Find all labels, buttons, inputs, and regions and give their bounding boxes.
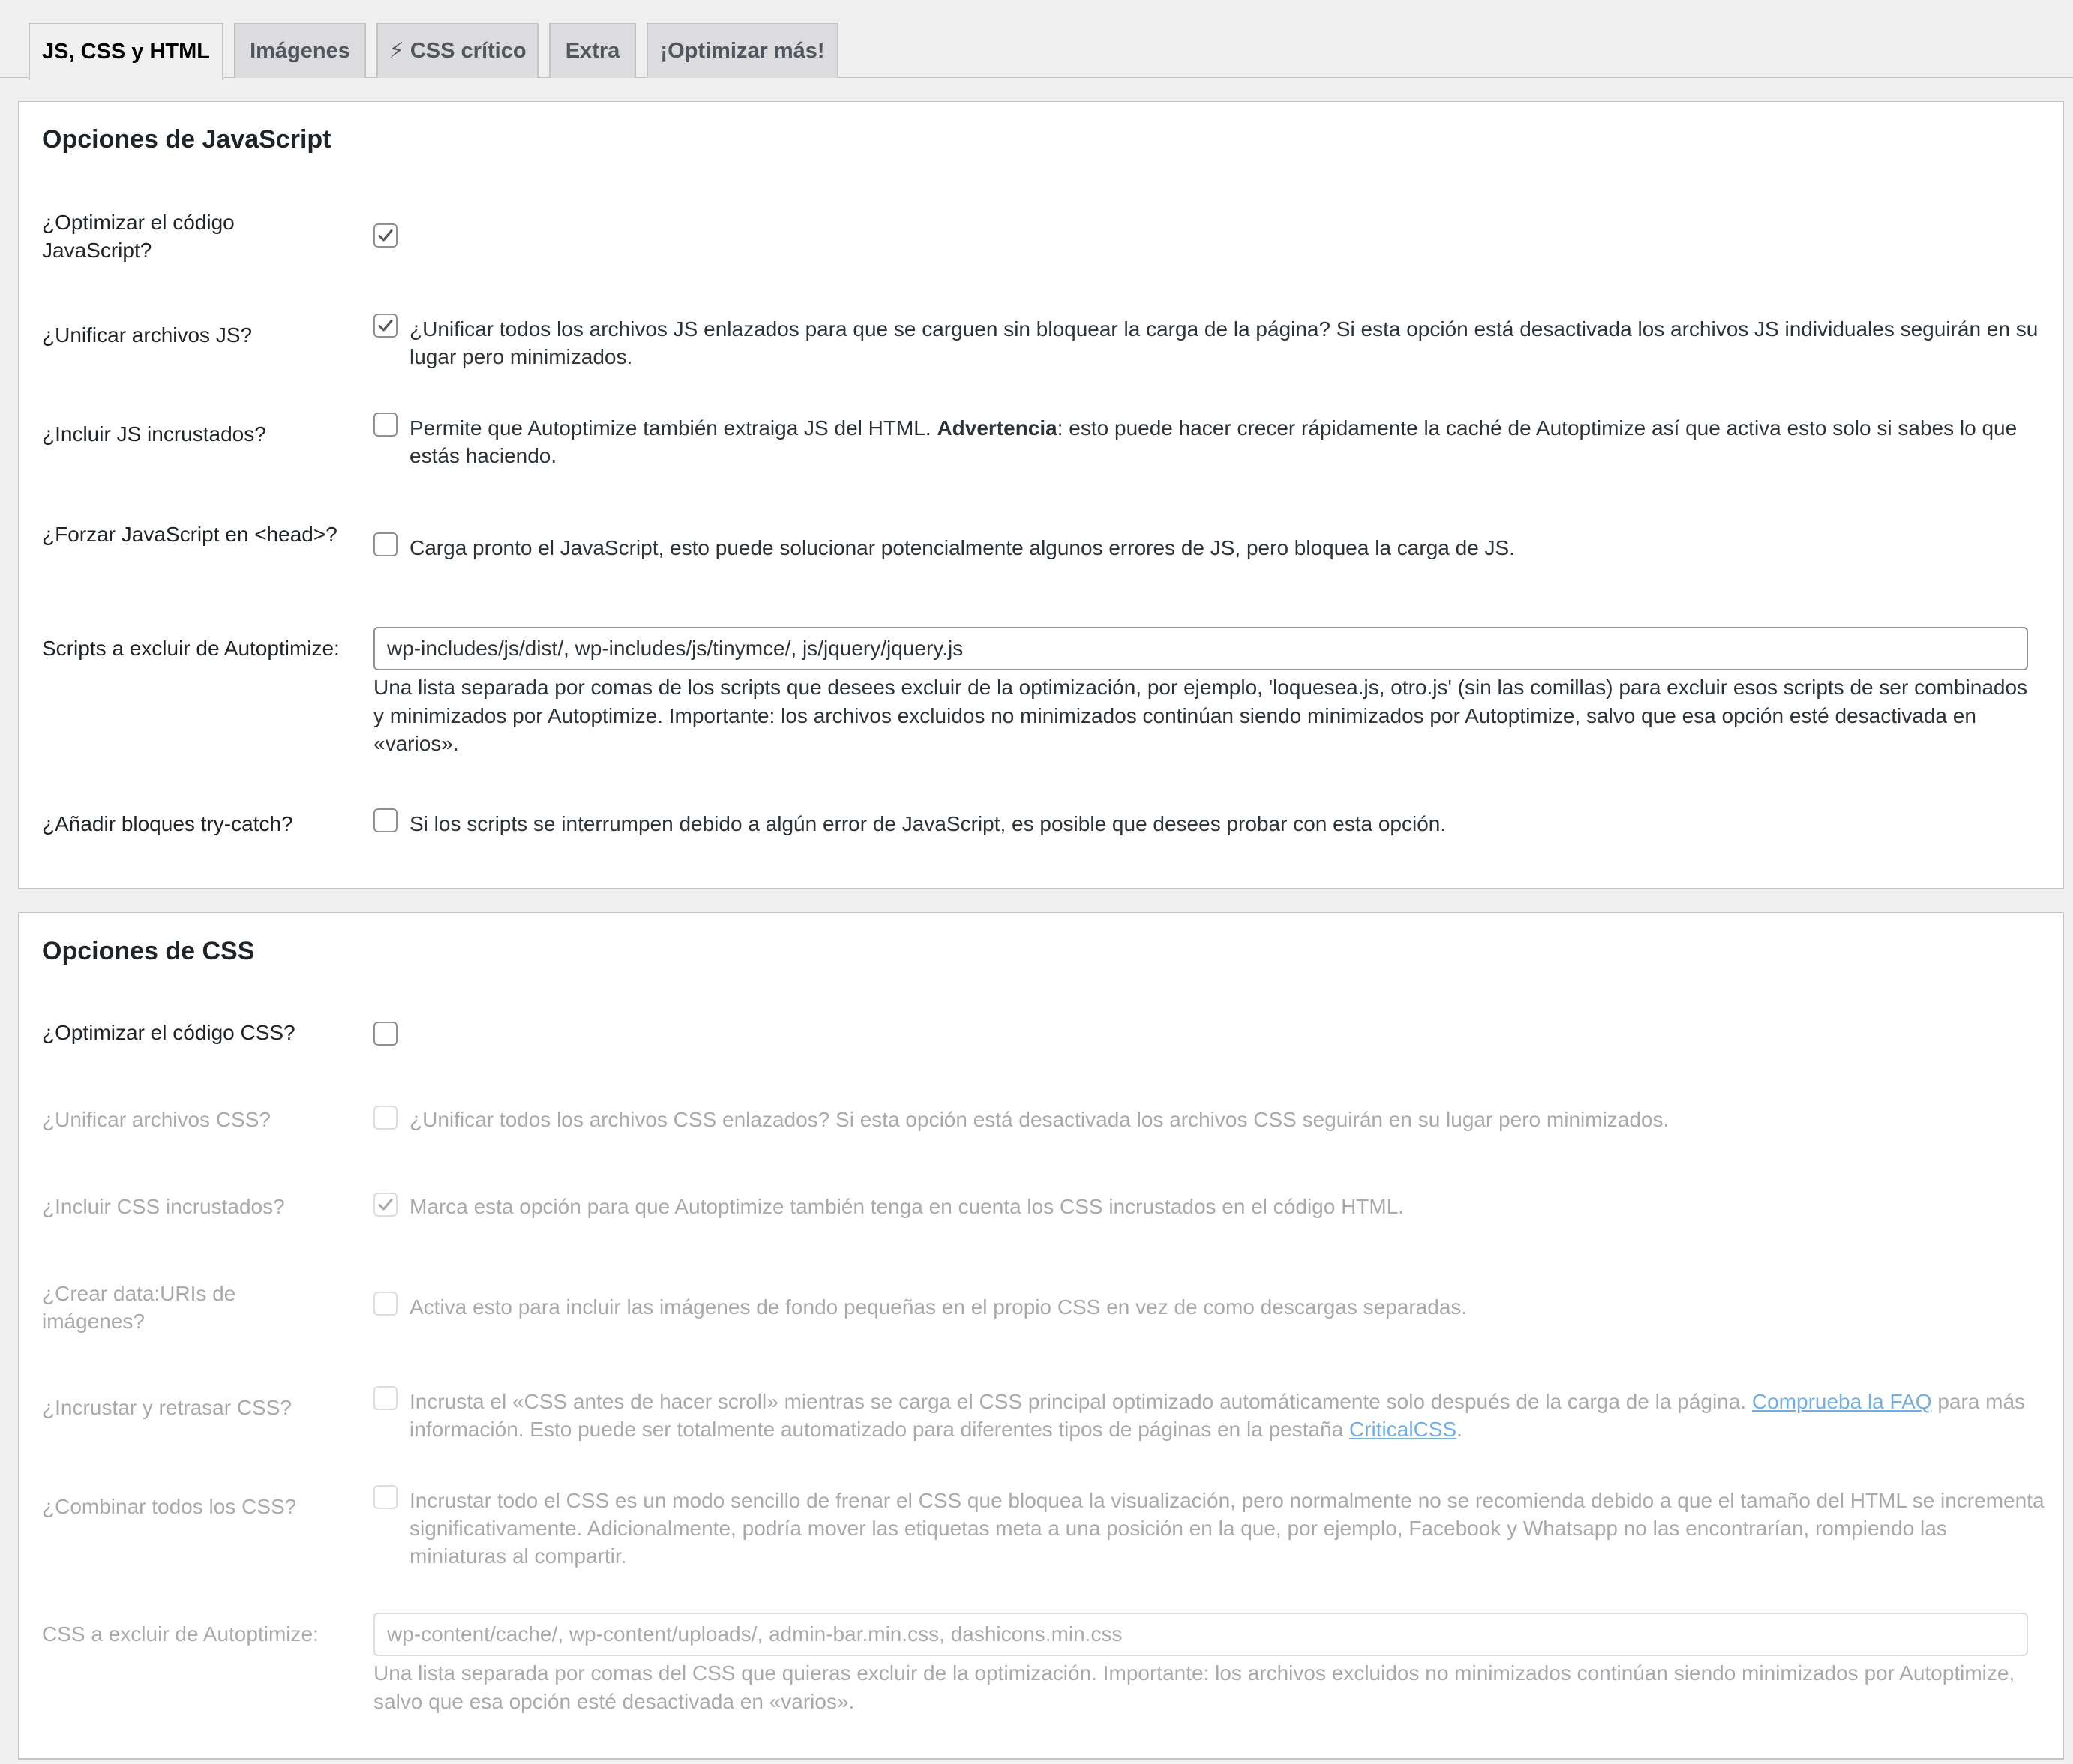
inline-js-desc-text-2: : esto puede hacer crecer rápidamente la caché de Autoptimize así que activa esto solo si sabes lo que estás haciendo. (410, 416, 2018, 468)
force-head-description: Carga pronto el JavaScript, esto puede solucionar potencialmente algunos errores de JS, pero bloquea la carga de JS. (410, 536, 1516, 560)
inline-css-checkbox[interactable] (374, 1192, 398, 1216)
tab-bar (0, 22, 2073, 78)
tab-js-css-html[interactable]: JS, CSS y HTML (28, 22, 224, 80)
aggregate-css-description: ¿Unificar todos los archivos CSS enlazados? Si esta opción está desactivada los archivos CSS seguirán en su lugar pero minimizados. (410, 1108, 1670, 1131)
tab-critical-css[interactable]: ⚡ CSS crítico (376, 22, 538, 78)
aggregate-js-label: ¿Unificar archivos JS? (42, 323, 253, 346)
datauris-label: ¿Crear data:URIs de imágenes? (42, 1282, 236, 1334)
optimize-css-label: ¿Optimizar el código CSS? (42, 1021, 296, 1044)
try-catch-description: Si los scripts se interrumpen debido a algún error de JavaScript, es posible que desees probar con esta opción. (410, 812, 1447, 836)
tab-images[interactable]: Imágenes (234, 22, 366, 78)
exclude-js-help: Una lista separada por comas de los scripts que desees excluir de la optimización, por ejemplo, 'loquesea.js, otro.js' (sin las comillas) para excluir esos scripts de ser combinados y minimizados por Autoptimize. Importante: los archivos excluidos no minimizados continúan siendo minimizados por Autoptimize, salvo que esa opción esté desactivada en «varios». (374, 676, 2028, 756)
inline-js-desc-text: Permite que Autoptimize también extraiga JS del HTML. (410, 416, 938, 440)
force-head-label: ¿Forzar JavaScript en <head>? (42, 523, 338, 546)
faq-link[interactable]: Comprueba la FAQ (1751, 1390, 1932, 1413)
css-options-title: Opciones de CSS (42, 937, 255, 965)
datauris-checkbox[interactable] (374, 1292, 398, 1316)
defer-css-desc-text-3: . (1456, 1418, 1462, 1442)
exclude-js-input[interactable] (374, 627, 2028, 670)
inline-js-label: ¿Incluir JS incrustados? (42, 422, 266, 446)
force-head-checkbox[interactable] (374, 532, 398, 556)
defer-css-label: ¿Incrustar y retrasar CSS? (42, 1396, 292, 1419)
aggregate-js-checkbox[interactable] (374, 314, 398, 338)
inline-js-warning: Advertencia (937, 416, 1058, 440)
css-options-panel (18, 912, 2064, 1760)
aggregate-css-checkbox[interactable] (374, 1106, 398, 1130)
exclude-css-label: CSS a excluir de Autoptimize: (42, 1622, 319, 1646)
inline-css-label: ¿Incluir CSS incrustados? (42, 1195, 285, 1218)
aggregate-css-label: ¿Unificar archivos CSS? (42, 1108, 271, 1131)
checkmark-icon (376, 316, 395, 335)
js-options-panel (18, 100, 2064, 890)
inline-css-description: Marca esta opción para que Autoptimize también tenga en cuenta los CSS incrustados en el código HTML. (410, 1195, 1405, 1218)
tab-optimize-more[interactable]: ¡Optimizar más! (646, 22, 838, 78)
datauris-description: Activa esto para incluir las imágenes de fondo pequeñas en el propio CSS en vez de como descargas separadas. (410, 1295, 1468, 1318)
js-options-title: Opciones de JavaScript (42, 125, 332, 154)
exclude-css-help: Una lista separada por comas del CSS que quieras excluir de la optimización. Importante: los archivos excluidos no minimizados continúan siendo minimizados por Autoptimize, salvo que esa opción esté desactivada en «varios». (374, 1661, 2015, 1713)
defer-css-description (410, 1388, 2044, 1443)
checkmark-icon (376, 1195, 395, 1214)
criticalcss-link[interactable]: CriticalCSS (1349, 1418, 1457, 1442)
exclude-css-input[interactable] (374, 1612, 2028, 1656)
aggregate-js-description: ¿Unificar todos los archivos JS enlazados para que se carguen sin bloquear la carga de la página? Si esta opción está desactivada los archivos JS individuales seguirán en su lugar pero minimizados. (410, 317, 2038, 369)
inline-all-css-label: ¿Combinar todos los CSS? (42, 1495, 297, 1518)
defer-css-checkbox[interactable] (374, 1386, 398, 1410)
inline-all-css-checkbox[interactable] (374, 1485, 398, 1509)
checkmark-icon (376, 226, 395, 245)
inline-all-css-description: Incrustar todo el CSS es un modo sencillo de frenar el CSS que bloquea la visualización, pero normalmente no se recomienda debido a que el tamaño del HTML se incrementa significativamente. Adicionalmente, podría mover las etiquetas meta a una posición en la que, por ejemplo, Facebook y Whatsapp no las encontrarían, rompiendo las miniaturas al compartir. (410, 1489, 2044, 1568)
exclude-js-label: Scripts a excluir de Autoptimize: (42, 637, 340, 660)
inline-js-checkbox[interactable] (374, 412, 398, 436)
try-catch-label: ¿Añadir bloques try-catch? (42, 812, 293, 836)
optimize-css-checkbox[interactable] (374, 1022, 398, 1046)
optimize-js-label: ¿Optimizar el código JavaScript? (42, 211, 235, 262)
defer-css-desc-text: Incrusta el «CSS antes de hacer scroll» mientras se carga el CSS principal optimizado automáticamente solo después de la carga de la página. (410, 1390, 1752, 1413)
optimize-js-checkbox[interactable] (374, 224, 398, 248)
tab-extra[interactable]: Extra (549, 22, 636, 78)
try-catch-checkbox[interactable] (374, 808, 398, 832)
defer-css-desc-text-2: para más información. Esto puede ser totalmente automatizado para diferentes tipos de páginas en la pestaña (410, 1390, 2026, 1442)
inline-js-description (410, 414, 2044, 470)
